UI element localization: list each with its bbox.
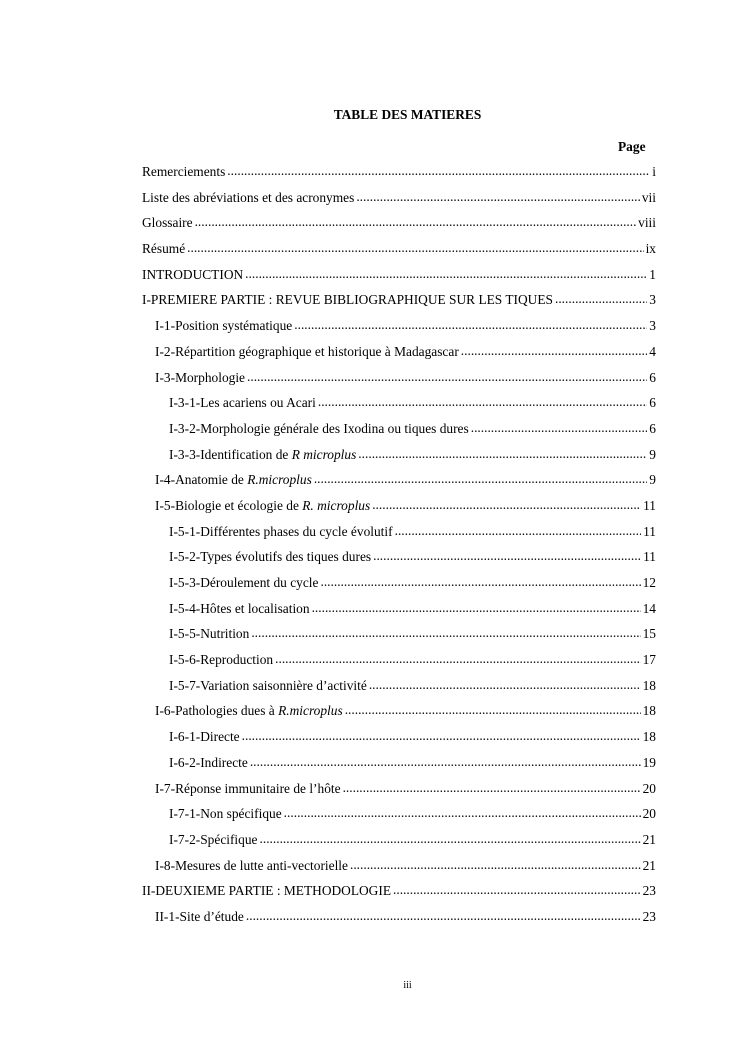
toc-entry	[142, 190, 656, 216]
toc-entry-title	[142, 267, 243, 283]
toc-entry	[142, 549, 656, 575]
toc-entry-page: 18	[642, 677, 656, 693]
toc-entry-page: 14	[642, 600, 656, 616]
toc-entry-page: 6	[649, 420, 656, 436]
toc-dot-leader	[393, 882, 641, 898]
toc-entry-title	[169, 524, 393, 540]
toc-entry	[142, 755, 656, 781]
toc-entry-title	[155, 498, 370, 514]
toc-entry	[142, 370, 656, 396]
toc-entry	[142, 575, 656, 601]
toc-entry-title-part: II-DEUXIEME PARTIE : METHODOLOGIE	[142, 883, 391, 899]
toc-entry-title	[155, 318, 292, 334]
toc-entry-page: 9	[649, 472, 656, 488]
toc-entry-title-part: I-3-2-Morphologie générale des Ixodina ou tiques dures	[169, 420, 469, 436]
toc-entry	[142, 781, 656, 807]
toc-entry-title-part: I-6-Pathologies dues à	[155, 703, 279, 719]
toc-entry-page: ix	[645, 241, 656, 257]
toc-entry-page: 3	[649, 318, 656, 334]
toc-entry-title	[155, 703, 343, 719]
toc-entry	[142, 447, 656, 473]
toc-entry	[142, 421, 656, 447]
toc-entry-page: 12	[642, 575, 656, 590]
toc-dot-leader	[245, 266, 647, 282]
toc-entry-title-part: I-5-7-Variation saisonnière d’activité	[169, 677, 367, 693]
toc-entry-title-part: Remerciements	[142, 164, 226, 179]
toc-entry-title-part: I-4-Anatomie de	[155, 472, 248, 488]
toc-entry-title	[142, 883, 391, 899]
toc-entry-title-part: I-7-2-Spécifique	[169, 831, 258, 847]
toc-dot-leader	[356, 189, 640, 205]
toc-entry-title-part: R microplus	[291, 446, 357, 462]
toc-entry-title	[169, 575, 318, 591]
toc-dot-leader	[345, 702, 641, 718]
toc-entry-title	[142, 190, 354, 206]
toc-entry-page: i	[652, 164, 656, 179]
toc-entry-title	[169, 601, 310, 617]
toc-dot-leader	[227, 163, 650, 179]
footer-page-number: iii	[403, 980, 412, 991]
toc-entry-title	[169, 652, 273, 668]
toc-entry-title	[142, 164, 225, 180]
toc-dot-leader	[461, 343, 648, 359]
toc-entry-title-part: I-6-2-Indirecte	[169, 754, 248, 770]
toc-entry-title-part: I-7-Réponse immunitaire de l’hôte	[155, 780, 341, 796]
toc-dot-leader	[284, 805, 641, 821]
toc-entry	[142, 164, 656, 190]
toc-dot-leader	[369, 677, 641, 693]
toc-entry	[142, 832, 656, 858]
toc-entry-page: 1	[649, 266, 656, 282]
toc-entry-title-part: I-2-Répartition géographique et historique à Madagascar	[155, 343, 459, 359]
toc-entry-title	[169, 755, 248, 771]
toc-entry-page: 19	[642, 754, 656, 770]
toc-entry	[142, 267, 656, 293]
toc-entry-title-part: I-5-3-Déroulement du cycle	[169, 575, 319, 590]
toc-entry-title-part: Résumé	[142, 241, 186, 257]
toc-entry-page: 20	[642, 806, 656, 822]
toc-entry-title-part: Liste des abréviations et des acronymes	[142, 189, 355, 205]
toc-entry-title	[155, 472, 312, 488]
toc-entry-page: viii	[638, 215, 656, 231]
toc-entry-title	[169, 678, 367, 694]
toc-entry-title-part: I-5-Biologie et écologie de	[155, 497, 303, 513]
toc-entry-page: vii	[641, 189, 656, 205]
toc-dot-leader	[187, 240, 643, 256]
toc-entry-title-part: Glossaire	[142, 215, 193, 231]
toc-entry-page: 20	[642, 780, 656, 796]
toc-entry-page: 15	[642, 626, 656, 642]
toc-dot-leader	[312, 600, 641, 616]
toc-dot-leader	[471, 420, 648, 436]
toc-entry-title-part: I-5-1-Différentes phases du cycle évolutif	[169, 523, 393, 539]
toc-entry-page: 11	[643, 549, 656, 565]
toc-entry-title	[169, 549, 371, 565]
toc-dot-leader	[343, 780, 641, 796]
toc-entry-title	[142, 241, 185, 257]
toc-entry-title-part: INTRODUCTION	[142, 266, 244, 282]
toc-entry-page: 23	[642, 883, 656, 899]
toc-entry	[142, 729, 656, 755]
toc-dot-leader	[373, 548, 641, 564]
toc-entry-title	[169, 626, 249, 642]
toc-dot-leader	[294, 317, 647, 333]
toc-entry-page: 11	[643, 523, 656, 539]
toc-entry-title-part: I-8-Mesures de lutte anti-vectorielle	[155, 857, 348, 873]
toc-entry-title	[142, 215, 193, 231]
toc-dot-leader	[195, 214, 637, 230]
toc-dot-leader	[320, 574, 640, 590]
toc-dot-leader	[275, 651, 640, 667]
table-of-contents	[142, 164, 656, 935]
toc-entry-title	[155, 781, 341, 797]
toc-entry	[142, 524, 656, 550]
toc-dot-leader	[314, 471, 647, 487]
toc-entry-title	[169, 832, 258, 848]
toc-dot-leader	[260, 831, 641, 847]
toc-entry-title	[169, 395, 316, 411]
toc-entry-title	[142, 292, 553, 308]
toc-entry	[142, 601, 656, 627]
toc-entry-title-part: I-5-6-Reproduction	[169, 652, 274, 668]
page-column-label: Page	[618, 139, 646, 154]
toc-entry-title-part: R. microplus	[302, 497, 371, 513]
toc-entry-title	[155, 909, 244, 925]
toc-entry	[142, 626, 656, 652]
toc-entry-title	[155, 344, 459, 360]
toc-entry	[142, 678, 656, 704]
toc-entry	[142, 292, 656, 318]
toc-entry-title	[155, 858, 348, 874]
toc-entry	[142, 652, 656, 678]
toc-entry-page: 3	[649, 292, 656, 308]
toc-entry-title	[169, 729, 240, 745]
toc-entry-title-part: R.microplus	[247, 472, 312, 488]
toc-entry	[142, 883, 656, 909]
toc-dot-leader	[246, 908, 641, 924]
toc-entry-page: 11	[643, 497, 656, 513]
toc-entry-title	[169, 806, 282, 822]
toc-dot-leader	[358, 446, 647, 462]
toc-entry-title-part: I-3-1-Les acariens ou Acari	[169, 395, 316, 411]
toc-entry-title-part: I-1-Position systématique	[155, 318, 293, 334]
toc-dot-leader	[350, 857, 641, 873]
toc-dot-leader	[555, 291, 647, 307]
toc-dot-leader	[242, 728, 641, 744]
toc-entry	[142, 472, 656, 498]
toc-heading: TABLE DES MATIERES	[333, 107, 482, 122]
toc-entry-title	[155, 370, 245, 386]
toc-entry	[142, 318, 656, 344]
toc-entry-title-part: I-3-Morphologie	[155, 369, 245, 385]
toc-entry-title	[169, 447, 356, 463]
toc-entry	[142, 344, 656, 370]
toc-entry-title-part: I-5-2-Types évolutifs des tiques dures	[169, 549, 372, 565]
toc-entry-page: 21	[642, 831, 656, 847]
toc-entry-title-part: I-3-3-Identification de	[169, 446, 292, 462]
toc-dot-leader	[251, 625, 640, 641]
toc-entry	[142, 395, 656, 421]
toc-entry-title-part: I-5-5-Nutrition	[169, 626, 250, 642]
toc-entry	[142, 215, 656, 241]
toc-dot-leader	[247, 369, 647, 385]
toc-entry-title-part: R.microplus	[278, 703, 343, 719]
toc-entry-page: 6	[649, 369, 656, 385]
toc-entry-title-part: I-7-1-Non spécifique	[169, 806, 282, 822]
toc-entry-page: 21	[642, 857, 656, 873]
toc-dot-leader	[318, 394, 647, 410]
toc-entry-title-part: I-6-1-Directe	[169, 729, 240, 745]
toc-entry-page: 17	[642, 652, 656, 668]
toc-dot-leader	[372, 497, 641, 513]
toc-entry-title-part: II-1-Site d’étude	[155, 908, 244, 924]
toc-dot-leader	[395, 523, 642, 539]
toc-entry-page: 9	[649, 446, 656, 462]
toc-dot-leader	[250, 754, 641, 770]
toc-entry-page: 18	[642, 703, 656, 719]
toc-entry	[142, 703, 656, 729]
toc-entry-title-part: I-5-4-Hôtes et localisation	[169, 600, 310, 616]
toc-entry-page: 6	[649, 395, 656, 411]
toc-entry-title-part: I-PREMIERE PARTIE : REVUE BIBLIOGRAPHIQUE SUR LES TIQUES	[142, 292, 553, 308]
toc-entry	[142, 806, 656, 832]
toc-entry-page: 4	[649, 343, 656, 359]
toc-entry	[142, 858, 656, 884]
toc-entry	[142, 909, 656, 935]
toc-entry	[142, 241, 656, 267]
toc-entry-page: 18	[642, 729, 656, 745]
toc-entry	[142, 498, 656, 524]
toc-entry-title	[169, 421, 469, 437]
toc-entry-page: 23	[642, 908, 656, 924]
